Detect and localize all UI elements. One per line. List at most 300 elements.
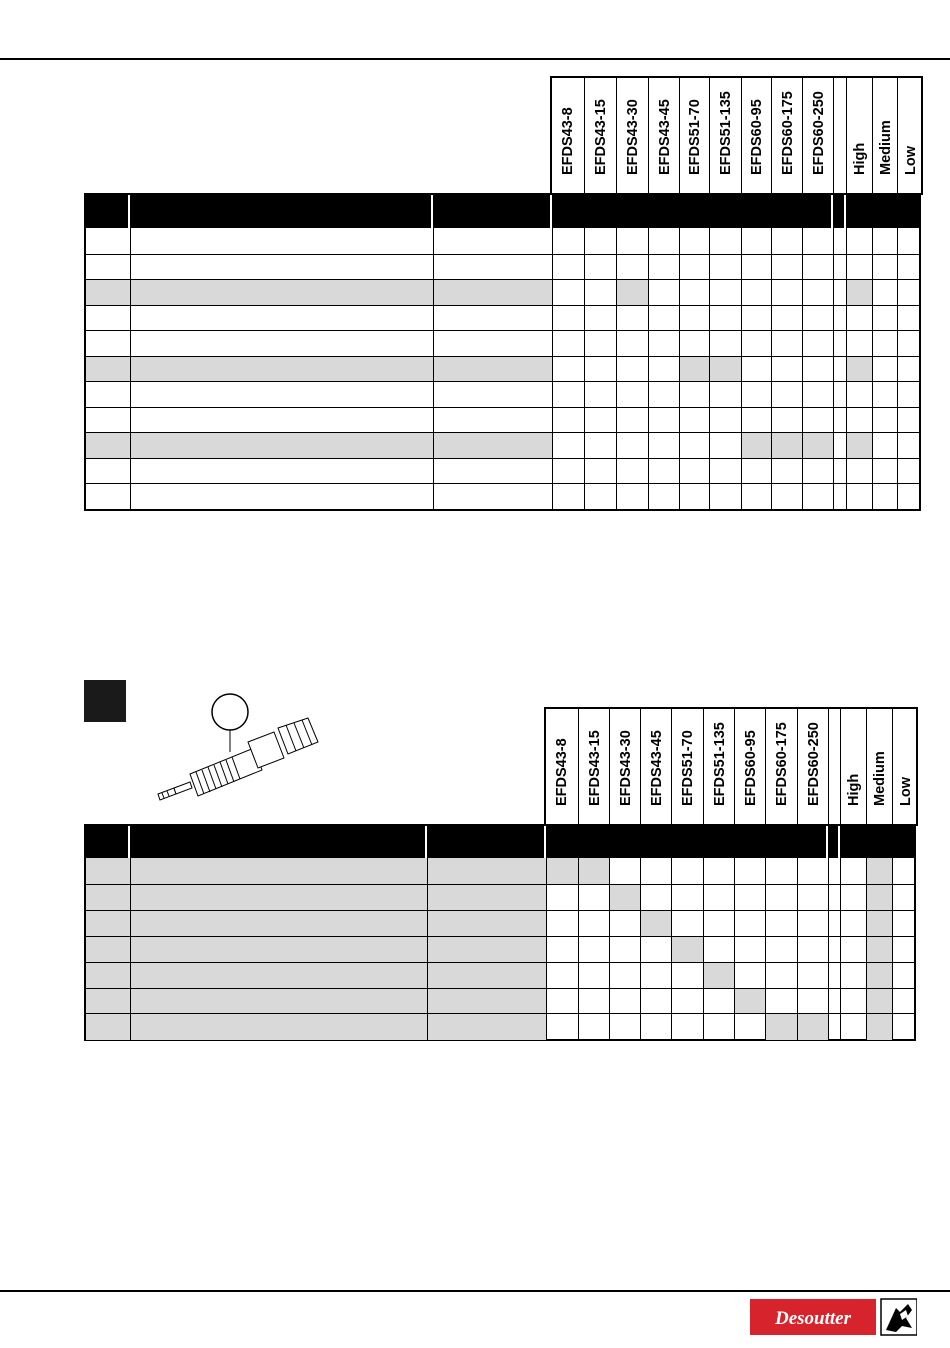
table-row	[86, 279, 919, 306]
model-column-efds51-135	[709, 78, 742, 195]
speed-cell	[872, 408, 898, 434]
description-cell	[130, 963, 428, 989]
model-cell	[640, 858, 672, 884]
model-cell	[578, 911, 610, 937]
table-row	[86, 936, 914, 963]
model-cell	[703, 1014, 735, 1040]
model-cell	[802, 433, 834, 459]
model-column-label: EFDS43-15	[586, 729, 603, 806]
speed-cell	[866, 911, 893, 937]
model-cell	[648, 306, 680, 332]
model-cell	[679, 382, 710, 408]
model-cell	[552, 228, 585, 254]
model-column-efds60-175	[771, 78, 803, 195]
model-cell	[679, 459, 710, 485]
model-cell	[797, 989, 829, 1015]
model-column-efds43-15	[584, 78, 617, 195]
model-cell	[703, 989, 735, 1015]
description-cell	[130, 937, 428, 963]
table-row	[86, 381, 919, 408]
part-number-cell	[427, 858, 547, 884]
model-cell	[771, 459, 803, 485]
model-cell	[640, 885, 672, 911]
model-column-efds60-250	[802, 78, 834, 195]
model-cell	[584, 228, 617, 254]
header-separator	[831, 195, 833, 228]
model-cell	[771, 484, 803, 510]
part-number-cell	[433, 255, 553, 281]
speed-cell	[897, 280, 924, 306]
part-number-cell	[433, 280, 553, 306]
spacer-cell	[833, 255, 847, 281]
description-cell	[130, 255, 434, 281]
model-column-efds43-45	[648, 78, 680, 195]
model-cell	[709, 459, 742, 485]
description-cell	[130, 228, 434, 254]
spacer-cell	[833, 484, 847, 510]
table-row	[86, 1013, 914, 1040]
model-cell	[771, 433, 803, 459]
description-cell	[130, 484, 434, 510]
model-cell	[679, 331, 710, 357]
model-cell	[709, 331, 742, 357]
model-cell	[679, 408, 710, 434]
model-cell	[616, 408, 649, 434]
speed-cell	[846, 357, 873, 383]
speed-cell	[892, 963, 919, 989]
model-column-label: EFDS60-175	[779, 90, 796, 175]
model-cell	[552, 408, 585, 434]
model-cell	[802, 255, 834, 281]
speed-cell	[897, 228, 924, 254]
model-cell	[671, 858, 704, 884]
part-number-cell	[427, 1014, 547, 1040]
spacer-cell	[833, 408, 847, 434]
model-column-label: EFDS51-70	[679, 729, 696, 806]
header-separator	[844, 195, 846, 228]
speed-cell	[897, 459, 924, 485]
speed-cell	[846, 306, 873, 332]
model-cell	[578, 989, 610, 1015]
model-cell	[709, 255, 742, 281]
ref-cell	[86, 357, 130, 383]
desoutter-logo-icon	[750, 1298, 917, 1336]
model-cell	[671, 1014, 704, 1040]
model-cell	[584, 357, 617, 383]
model-cell	[765, 1014, 798, 1040]
model-column-efds43-8	[552, 78, 584, 195]
model-cell	[771, 408, 803, 434]
model-cell	[734, 911, 766, 937]
model-cell	[609, 1014, 641, 1040]
model-cell	[578, 963, 610, 989]
model-cell	[709, 433, 742, 459]
speed-column-low	[892, 709, 919, 826]
model-cell	[741, 228, 772, 254]
speed-cell	[872, 255, 898, 281]
model-cell	[584, 306, 617, 332]
model-cell	[616, 255, 649, 281]
speed-cell	[892, 1014, 919, 1040]
model-cell	[802, 459, 834, 485]
ref-cell	[86, 408, 130, 434]
model-cell	[765, 989, 798, 1015]
model-cell	[616, 280, 649, 306]
model-cell	[802, 484, 834, 510]
model-column-efds51-70	[679, 78, 710, 195]
speed-cell	[872, 280, 898, 306]
model-cell	[679, 228, 710, 254]
description-cell	[130, 408, 434, 434]
model-cell	[584, 433, 617, 459]
model-cell	[671, 963, 704, 989]
speed-cell	[846, 331, 873, 357]
model-cell	[679, 357, 710, 383]
table-row	[86, 483, 919, 510]
ref-cell	[86, 963, 130, 989]
ref-cell	[86, 484, 130, 510]
spacer-cell	[833, 331, 847, 357]
model-cell	[709, 228, 742, 254]
header-separator	[128, 195, 130, 228]
model-cell	[797, 858, 829, 884]
description-cell	[130, 858, 428, 884]
model-cell	[765, 937, 798, 963]
top-rule	[0, 58, 950, 60]
speed-cell	[872, 484, 898, 510]
speed-cell	[872, 433, 898, 459]
spacer-cell	[833, 382, 847, 408]
model-cell	[734, 963, 766, 989]
model-cell	[640, 911, 672, 937]
model-cell	[616, 331, 649, 357]
model-cell	[741, 280, 772, 306]
model-cell	[734, 1014, 766, 1040]
model-cell	[552, 484, 585, 510]
speed-cell	[897, 484, 924, 510]
speed-column-medium	[866, 709, 893, 826]
model-cell	[671, 937, 704, 963]
model-cell	[679, 306, 710, 332]
speed-cell	[840, 885, 867, 911]
model-cell	[741, 459, 772, 485]
model-cell	[679, 280, 710, 306]
model-cell	[584, 255, 617, 281]
model-cell	[741, 484, 772, 510]
model-cell	[741, 331, 772, 357]
speed-cell	[846, 408, 873, 434]
model-column-label: EFDS43-45	[648, 729, 665, 806]
model-cell	[741, 382, 772, 408]
model-cell	[609, 885, 641, 911]
model-cell	[703, 937, 735, 963]
speed-cell	[866, 937, 893, 963]
ref-cell	[86, 885, 130, 911]
model-column-efds43-30	[609, 709, 641, 826]
speed-cell	[892, 911, 919, 937]
model-cell	[609, 937, 641, 963]
model-column-label: EFDS60-95	[748, 98, 765, 175]
part-number-cell	[427, 963, 547, 989]
table-row	[86, 432, 919, 459]
speed-column-label: Low	[897, 776, 914, 806]
speed-cell	[846, 382, 873, 408]
model-cell	[648, 433, 680, 459]
model-cell	[771, 382, 803, 408]
model-cell	[546, 911, 579, 937]
model-cell	[709, 357, 742, 383]
model-column-efds60-95	[734, 709, 766, 826]
spacer-cell	[833, 459, 847, 485]
model-cell	[648, 382, 680, 408]
model-cell	[552, 382, 585, 408]
description-cell	[130, 280, 434, 306]
description-cell	[130, 382, 434, 408]
model-cell	[552, 357, 585, 383]
table-row	[86, 254, 919, 281]
model-cell	[797, 1014, 829, 1040]
part-number-cell	[433, 382, 553, 408]
speed-cell	[840, 858, 867, 884]
model-cell	[546, 1014, 579, 1040]
ref-cell	[86, 331, 130, 357]
model-cell	[546, 858, 579, 884]
spacer-cell	[833, 306, 847, 332]
speed-cell	[840, 963, 867, 989]
model-cell	[679, 255, 710, 281]
model-cell	[765, 885, 798, 911]
model-cell	[771, 280, 803, 306]
model-cell	[640, 937, 672, 963]
model-column-label: EFDS43-8	[553, 737, 570, 806]
model-cell	[616, 433, 649, 459]
model-column-label: EFDS51-135	[717, 90, 734, 175]
model-cell	[578, 885, 610, 911]
model-cell	[648, 331, 680, 357]
model-cell	[578, 1014, 610, 1040]
model-cell	[648, 228, 680, 254]
description-cell	[130, 306, 434, 332]
model-cell	[609, 989, 641, 1015]
description-cell	[130, 989, 428, 1015]
model-cell	[648, 484, 680, 510]
speed-cell	[872, 306, 898, 332]
model-cell	[802, 382, 834, 408]
model-column-label: EFDS51-70	[686, 98, 703, 175]
model-cell	[709, 484, 742, 510]
speed-cell	[846, 433, 873, 459]
model-cell	[741, 357, 772, 383]
part-number-cell	[433, 228, 553, 254]
ref-cell	[86, 858, 130, 884]
speed-cell	[897, 408, 924, 434]
ref-cell	[86, 937, 130, 963]
model-cell	[797, 885, 829, 911]
spacer-cell	[833, 433, 847, 459]
speed-cell	[892, 858, 919, 884]
description-cell	[130, 885, 428, 911]
spring-driver-illustration-icon	[150, 690, 330, 805]
model-cell	[616, 306, 649, 332]
model-cell	[771, 357, 803, 383]
ref-cell	[86, 459, 130, 485]
spacer-column	[833, 78, 847, 195]
model-column-label: EFDS43-30	[617, 729, 634, 806]
model-cell	[734, 885, 766, 911]
callout-circle-icon	[212, 694, 248, 730]
ref-cell	[86, 911, 130, 937]
model-cell	[616, 459, 649, 485]
speed-cell	[840, 911, 867, 937]
model-cell	[703, 911, 735, 937]
table-row	[86, 407, 919, 434]
speed-column-label: Medium	[871, 750, 888, 806]
model-column-label: EFDS60-95	[742, 729, 759, 806]
model-cell	[640, 963, 672, 989]
speed-cell	[897, 357, 924, 383]
model-cell	[616, 357, 649, 383]
ref-cell	[86, 255, 130, 281]
table-header-bar	[86, 195, 919, 228]
table-row	[86, 858, 914, 884]
model-cell	[771, 306, 803, 332]
table-row	[86, 330, 919, 357]
model-cell	[609, 911, 641, 937]
speed-cell	[846, 459, 873, 485]
part-number-cell	[433, 306, 553, 332]
part-number-cell	[433, 331, 553, 357]
model-cell	[552, 280, 585, 306]
table-row	[86, 228, 919, 254]
speed-column-label: Medium	[877, 119, 894, 175]
model-cell	[771, 331, 803, 357]
model-cell	[671, 989, 704, 1015]
model-cell	[709, 306, 742, 332]
table-row	[86, 458, 919, 485]
model-cell	[802, 408, 834, 434]
table2-grid	[84, 824, 916, 1041]
model-cell	[584, 484, 617, 510]
model-cell	[648, 459, 680, 485]
model-column-efds51-135	[703, 709, 735, 826]
part-number-cell	[427, 989, 547, 1015]
model-column-label: EFDS60-250	[805, 721, 822, 806]
model-cell	[616, 228, 649, 254]
model-cell	[741, 433, 772, 459]
part-number-cell	[433, 433, 553, 459]
speed-cell	[846, 228, 873, 254]
description-cell	[130, 459, 434, 485]
speed-column-high	[846, 78, 873, 195]
table-row	[86, 305, 919, 332]
model-column-efds43-15	[578, 709, 610, 826]
model-cell	[584, 280, 617, 306]
speed-cell	[892, 989, 919, 1015]
ref-cell	[86, 989, 130, 1015]
model-cell	[802, 357, 834, 383]
speed-column-low	[897, 78, 924, 195]
model-cell	[709, 280, 742, 306]
ref-cell	[86, 306, 130, 332]
model-cell	[584, 408, 617, 434]
speed-cell	[897, 306, 924, 332]
model-cell	[648, 280, 680, 306]
model-cell	[802, 228, 834, 254]
header-separator	[838, 826, 840, 858]
speed-cell	[892, 885, 919, 911]
table-row	[86, 884, 914, 911]
header-separator	[550, 195, 552, 228]
description-cell	[130, 433, 434, 459]
model-cell	[741, 255, 772, 281]
model-cell	[709, 408, 742, 434]
model-column-label: EFDS60-175	[773, 721, 790, 806]
model-column-label: EFDS43-15	[592, 98, 609, 175]
model-column-label: EFDS51-135	[711, 721, 728, 806]
part-number-cell	[427, 885, 547, 911]
model-cell	[640, 989, 672, 1015]
part-number-cell	[433, 459, 553, 485]
table1-column-header	[550, 76, 923, 195]
speed-cell	[866, 885, 893, 911]
table-row	[86, 962, 914, 989]
model-column-label: EFDS43-30	[624, 98, 641, 175]
speed-cell	[892, 937, 919, 963]
model-cell	[648, 357, 680, 383]
model-cell	[616, 484, 649, 510]
model-cell	[552, 433, 585, 459]
speed-cell	[872, 357, 898, 383]
spacer-cell	[833, 228, 847, 254]
model-cell	[797, 937, 829, 963]
header-separator	[425, 826, 427, 858]
model-column-efds60-250	[797, 709, 829, 826]
table-row	[86, 988, 914, 1015]
ref-cell	[86, 382, 130, 408]
description-cell	[130, 1014, 428, 1040]
speed-cell	[840, 989, 867, 1015]
model-cell	[546, 989, 579, 1015]
model-cell	[797, 911, 829, 937]
model-cell	[802, 331, 834, 357]
header-separator	[431, 195, 433, 228]
model-cell	[609, 963, 641, 989]
ref-cell	[86, 1014, 130, 1040]
model-cell	[552, 306, 585, 332]
bottom-rule	[0, 1290, 950, 1292]
model-cell	[640, 1014, 672, 1040]
ref-cell	[86, 280, 130, 306]
speed-column-label: High	[851, 142, 868, 175]
description-cell	[130, 911, 428, 937]
description-cell	[130, 331, 434, 357]
spacer-cell	[833, 280, 847, 306]
table-row	[86, 356, 919, 383]
model-cell	[616, 382, 649, 408]
speed-cell	[897, 382, 924, 408]
speed-cell	[846, 484, 873, 510]
speed-cell	[872, 331, 898, 357]
speed-cell	[866, 858, 893, 884]
model-cell	[734, 937, 766, 963]
model-cell	[679, 484, 710, 510]
model-cell	[546, 937, 579, 963]
model-cell	[734, 858, 766, 884]
speed-cell	[866, 963, 893, 989]
model-cell	[802, 306, 834, 332]
model-cell	[765, 911, 798, 937]
header-separator	[826, 826, 828, 858]
